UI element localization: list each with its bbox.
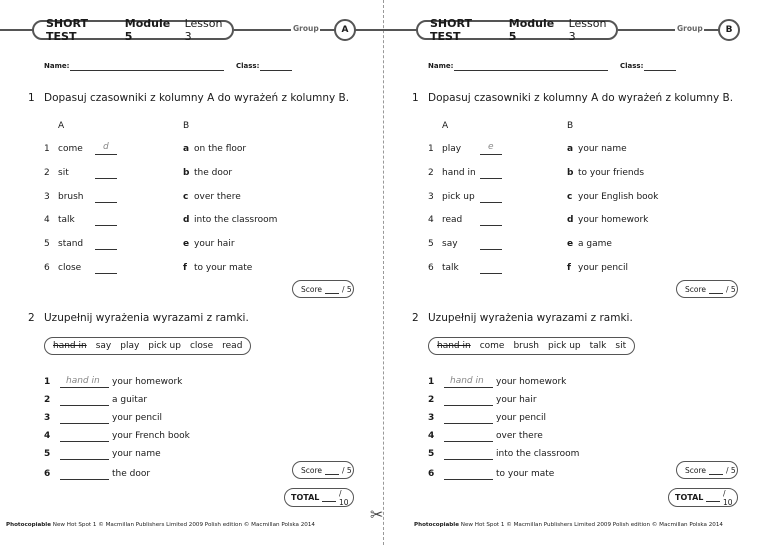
module-label: Module 5: [508, 17, 555, 43]
total-max: / 10: [722, 488, 733, 507]
group-label: Group: [293, 24, 319, 33]
score-max: / 5: [342, 465, 352, 475]
word-box-word: say: [95, 341, 112, 351]
letter: f: [183, 263, 187, 273]
ex2-score-box: [676, 461, 738, 479]
class-label: Class:: [236, 62, 260, 70]
header-rule-left: [0, 29, 34, 31]
score-blank[interactable]: [709, 285, 723, 294]
letter: e: [183, 239, 190, 249]
phrase: your English book: [578, 192, 659, 202]
phrase: over there: [194, 192, 241, 202]
verb: read: [442, 215, 463, 225]
word-box-word: brush: [513, 341, 539, 351]
word-box: [44, 337, 251, 355]
item-number: 5: [428, 449, 435, 459]
item-number: 3: [44, 192, 50, 202]
name-label: Name:: [428, 62, 454, 70]
watermark: [81, 174, 166, 259]
ex2-score-box: [292, 461, 354, 479]
item-number: 6: [44, 469, 51, 479]
word-box-word: sit: [615, 341, 627, 351]
verb: brush: [58, 192, 84, 202]
header-rule-mid: [618, 29, 675, 31]
answer-blank[interactable]: [95, 178, 117, 179]
item-number: 1: [428, 144, 434, 154]
item-number: 5: [44, 449, 51, 459]
word-box: [428, 337, 635, 355]
col-a-head: A: [58, 121, 65, 131]
answer-blank[interactable]: [444, 423, 493, 424]
word-box-word: pick up: [547, 341, 581, 351]
footer: [6, 522, 315, 528]
verb: say: [442, 239, 458, 249]
phrase: to your mate: [194, 263, 253, 273]
verb: talk: [58, 215, 75, 225]
item-number: 5: [44, 239, 50, 249]
item-number: 5: [428, 239, 434, 249]
score-blank[interactable]: [709, 466, 723, 475]
ex1-instruction: Dopasuj czasowniki z kolumny A do wyrażeń z kolumny B.: [428, 92, 734, 104]
answer-blank[interactable]: [60, 423, 109, 424]
letter: b: [567, 168, 574, 178]
phrase: your homework: [496, 377, 567, 387]
answer: d: [103, 142, 109, 152]
answer: hand in: [66, 376, 100, 386]
answer-blank[interactable]: [444, 387, 493, 388]
letter: e: [567, 239, 574, 249]
answer-blank[interactable]: [95, 249, 117, 250]
name-field[interactable]: [70, 70, 224, 71]
group-label: Group: [677, 24, 703, 33]
phrase: the door: [194, 168, 233, 178]
item-number: 4: [428, 431, 435, 441]
answer-blank[interactable]: [95, 225, 117, 226]
letter: a: [567, 144, 574, 154]
header-rule-left: [384, 29, 418, 31]
phrase: a game: [578, 239, 612, 249]
word-box-word: pick up: [148, 341, 181, 351]
phrase: your homework: [112, 377, 183, 387]
col-b-head: B: [567, 121, 574, 131]
short-test-label: SHORT TEST: [46, 17, 88, 43]
phrase: on the floor: [194, 144, 247, 154]
total-max: / 10: [338, 488, 349, 507]
group-badge: B: [718, 19, 740, 41]
answer-blank[interactable]: [60, 405, 109, 406]
verb: stand: [58, 239, 84, 249]
answer-blank[interactable]: [95, 154, 117, 155]
verb: talk: [442, 263, 459, 273]
answer-blank[interactable]: [480, 273, 502, 274]
word-box-word: talk: [589, 341, 607, 351]
score-label: Score: [685, 284, 707, 294]
phrase: to your mate: [496, 469, 555, 479]
class-field[interactable]: [260, 70, 292, 71]
word-box-word: close: [189, 341, 214, 351]
answer-blank[interactable]: [480, 178, 502, 179]
phrase: your name: [578, 144, 627, 154]
phrase: the door: [112, 469, 151, 479]
item-number: 1: [428, 377, 435, 387]
letter: f: [567, 263, 571, 273]
item-number: 3: [44, 413, 51, 423]
word-box-word: hand in: [437, 341, 471, 351]
lesson-label: Lesson 3: [568, 17, 607, 43]
module-label: Module 5: [124, 17, 171, 43]
score-max: / 5: [342, 284, 352, 294]
footer-copyright: New Hot Spot 1 © Macmillan Publishers Limited 2009 Polish edition © Macmillan Polska 2014: [460, 522, 723, 528]
test-title: [32, 17, 234, 43]
phrase: your homework: [578, 215, 649, 225]
letter: d: [183, 215, 190, 225]
item-number: 1: [44, 144, 50, 154]
phrase: into the classroom: [496, 449, 580, 459]
total-box: [668, 488, 738, 507]
score-label: Score: [685, 465, 707, 475]
class-label: Class:: [620, 62, 644, 70]
group-badge: A: [334, 19, 356, 41]
phrase: a guitar: [112, 395, 148, 405]
answer-blank[interactable]: [480, 202, 502, 203]
phrase: your French book: [112, 431, 190, 441]
test-panel-b: [384, 0, 768, 545]
phrase: over there: [496, 431, 543, 441]
answer-blank[interactable]: [60, 387, 109, 388]
name-field[interactable]: [454, 70, 608, 71]
letter: b: [183, 168, 190, 178]
score-blank[interactable]: [325, 466, 339, 475]
item-number: 4: [428, 215, 434, 225]
word-box-word: play: [120, 341, 140, 351]
answer-blank[interactable]: [444, 441, 493, 442]
score-max: / 5: [726, 465, 736, 475]
item-number: 1: [44, 377, 51, 387]
verb: sit: [58, 168, 69, 178]
answer-blank[interactable]: [480, 225, 502, 226]
item-number: 4: [44, 431, 51, 441]
answer: e: [488, 142, 494, 152]
letter: c: [183, 192, 189, 202]
item-number: 2: [428, 168, 434, 178]
phrase: your hair: [194, 239, 235, 249]
answer-blank[interactable]: [95, 202, 117, 203]
letter: a: [183, 144, 190, 154]
letter: c: [567, 192, 573, 202]
answer-blank[interactable]: [444, 405, 493, 406]
item-number: 2: [428, 395, 435, 405]
item-number: 6: [428, 263, 434, 273]
verb: close: [58, 263, 82, 273]
ex2-number: 2: [412, 312, 419, 324]
col-b-head: B: [183, 121, 190, 131]
item-number: 4: [44, 215, 50, 225]
score-blank[interactable]: [325, 285, 339, 294]
header-rule-mid: [234, 29, 291, 31]
ex2-instruction: Uzupełnij wyrażenia wyrazami z ramki.: [428, 312, 633, 324]
ex1-instruction: Dopasuj czasowniki z kolumny A do wyrażeń z kolumny B.: [44, 92, 350, 104]
word-box-word: come: [479, 341, 505, 351]
footer: [414, 522, 723, 528]
ex1-score-box: [676, 280, 738, 298]
phrase: your pencil: [496, 413, 547, 423]
item-number: 3: [428, 192, 434, 202]
total-label: TOTAL: [291, 493, 320, 502]
ex1-number: 1: [28, 92, 35, 104]
name-label: Name:: [44, 62, 70, 70]
scissors-icon: ✂: [370, 505, 384, 524]
score-label: Score: [301, 284, 323, 294]
col-a-head: A: [442, 121, 449, 131]
item-number: 2: [44, 395, 51, 405]
item-number: 6: [44, 263, 50, 273]
item-number: 3: [428, 413, 435, 423]
short-test-label: SHORT TEST: [430, 17, 472, 43]
letter: d: [567, 215, 574, 225]
word-box-word: hand in: [53, 341, 87, 351]
item-number: 2: [44, 168, 50, 178]
total-blank[interactable]: [322, 493, 336, 502]
score-max: / 5: [726, 284, 736, 294]
test-title: [416, 17, 618, 43]
class-field[interactable]: [644, 70, 676, 71]
verb: hand in: [442, 168, 476, 178]
answer-blank[interactable]: [444, 479, 493, 480]
answer-blank[interactable]: [95, 273, 117, 274]
verb: play: [442, 144, 462, 154]
phrase: into the classroom: [194, 215, 278, 225]
phrase: to your friends: [578, 168, 645, 178]
phrase: your pencil: [578, 263, 629, 273]
total-blank[interactable]: [706, 493, 720, 502]
ex1-score-box: [292, 280, 354, 298]
word-box-word: read: [222, 341, 243, 351]
answer-blank[interactable]: [480, 249, 502, 250]
ex2-number: 2: [28, 312, 35, 324]
ex1-number: 1: [412, 92, 419, 104]
answer-blank[interactable]: [60, 459, 109, 460]
answer-blank[interactable]: [480, 154, 502, 155]
footer-copyright: New Hot Spot 1 © Macmillan Publishers Limited 2009 Polish edition © Macmillan Polska 2014: [52, 522, 315, 528]
lesson-label: Lesson 3: [184, 17, 223, 43]
total-label: TOTAL: [675, 493, 704, 502]
phrase: your name: [112, 449, 161, 459]
phrase: your pencil: [112, 413, 163, 423]
item-number: 6: [428, 469, 435, 479]
verb: pick up: [442, 192, 475, 202]
verb: come: [58, 144, 83, 154]
answer-blank[interactable]: [60, 441, 109, 442]
answer: hand in: [450, 376, 484, 386]
score-label: Score: [301, 465, 323, 475]
footer-photocopiable: Photocopiable: [6, 522, 52, 528]
footer-photocopiable: Photocopiable: [414, 522, 460, 528]
total-box: [284, 488, 354, 507]
ex2-instruction: Uzupełnij wyrażenia wyrazami z ramki.: [44, 312, 249, 324]
answer-blank[interactable]: [444, 459, 493, 460]
phrase: your hair: [496, 395, 537, 405]
answer-blank[interactable]: [60, 479, 109, 480]
